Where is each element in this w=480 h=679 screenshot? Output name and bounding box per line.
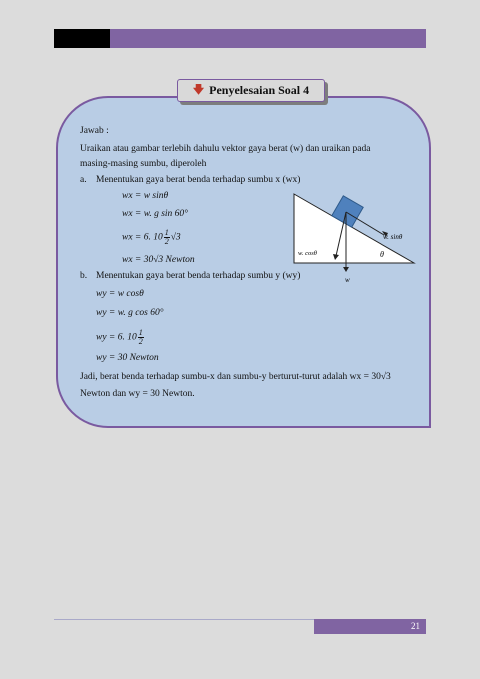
intro-line-2: masing-masing sumbu, diperoleh — [80, 159, 207, 169]
b-equation-3 — [96, 329, 145, 346]
a-eq3-fraction — [164, 229, 170, 246]
header-bar-dark — [54, 29, 110, 48]
b-eq3-denominator: 2 — [138, 337, 143, 346]
a-equation-1: wx = w sinθ — [122, 191, 169, 201]
item-b-text: Menentukan gaya berat benda terhadap sumbu y (wy) — [96, 271, 301, 281]
conclusion-line-1: Jadi, berat benda terhadap sumbu-x dan sumbu-y berturut-turut adalah wx = 30√3 — [80, 372, 391, 382]
b-eq3-lhs: wy = 6. 10 — [96, 332, 137, 343]
jawab-label: Jawab : — [80, 126, 109, 136]
section-title-text: Penyelesaian Soal 4 — [209, 83, 310, 97]
label-wcos: w. cosθ — [298, 250, 317, 257]
a-eq3-numerator: 1 — [164, 228, 169, 237]
item-b-label: b. — [80, 271, 88, 281]
a-eq3-rhs: √3 — [170, 232, 181, 243]
item-a-text: Menentukan gaya berat benda terhadap sumbu x (wx) — [96, 175, 301, 185]
b-equation-4: wy = 30 Newton — [96, 353, 159, 363]
a-eq3-denominator: 2 — [164, 237, 169, 246]
intro-line-1: Uraikan atau gambar terlebih dahulu vektor gaya berat (w) dan uraikan pada — [80, 144, 371, 154]
label-w: w — [345, 276, 350, 284]
b-equation-2: wy = w. g cos 60° — [96, 308, 164, 318]
page-number: 21 — [314, 619, 426, 634]
section-title — [177, 79, 325, 102]
a-eq3-lhs: wx = 6. 10 — [122, 232, 163, 243]
conclusion-line-2: Newton dan wy = 30 Newton. — [80, 389, 195, 399]
b-eq3-numerator: 1 — [138, 328, 143, 337]
item-a-label: a. — [80, 175, 87, 185]
a-equation-3 — [122, 229, 181, 246]
down-arrow-icon: 🡇 — [192, 84, 205, 96]
b-equation-1: wy = w cosθ — [96, 289, 144, 299]
incline-diagram — [288, 190, 420, 290]
a-equation-2: wx = w. g sin 60° — [122, 209, 188, 219]
b-eq3-fraction — [138, 329, 144, 346]
weight-arrowhead — [343, 267, 349, 272]
label-wsin: w. sinθ — [383, 233, 403, 241]
a-equation-4: wx = 30√3 Newton — [122, 255, 195, 265]
header-bar-purple — [110, 29, 426, 48]
label-theta: θ — [380, 250, 384, 259]
